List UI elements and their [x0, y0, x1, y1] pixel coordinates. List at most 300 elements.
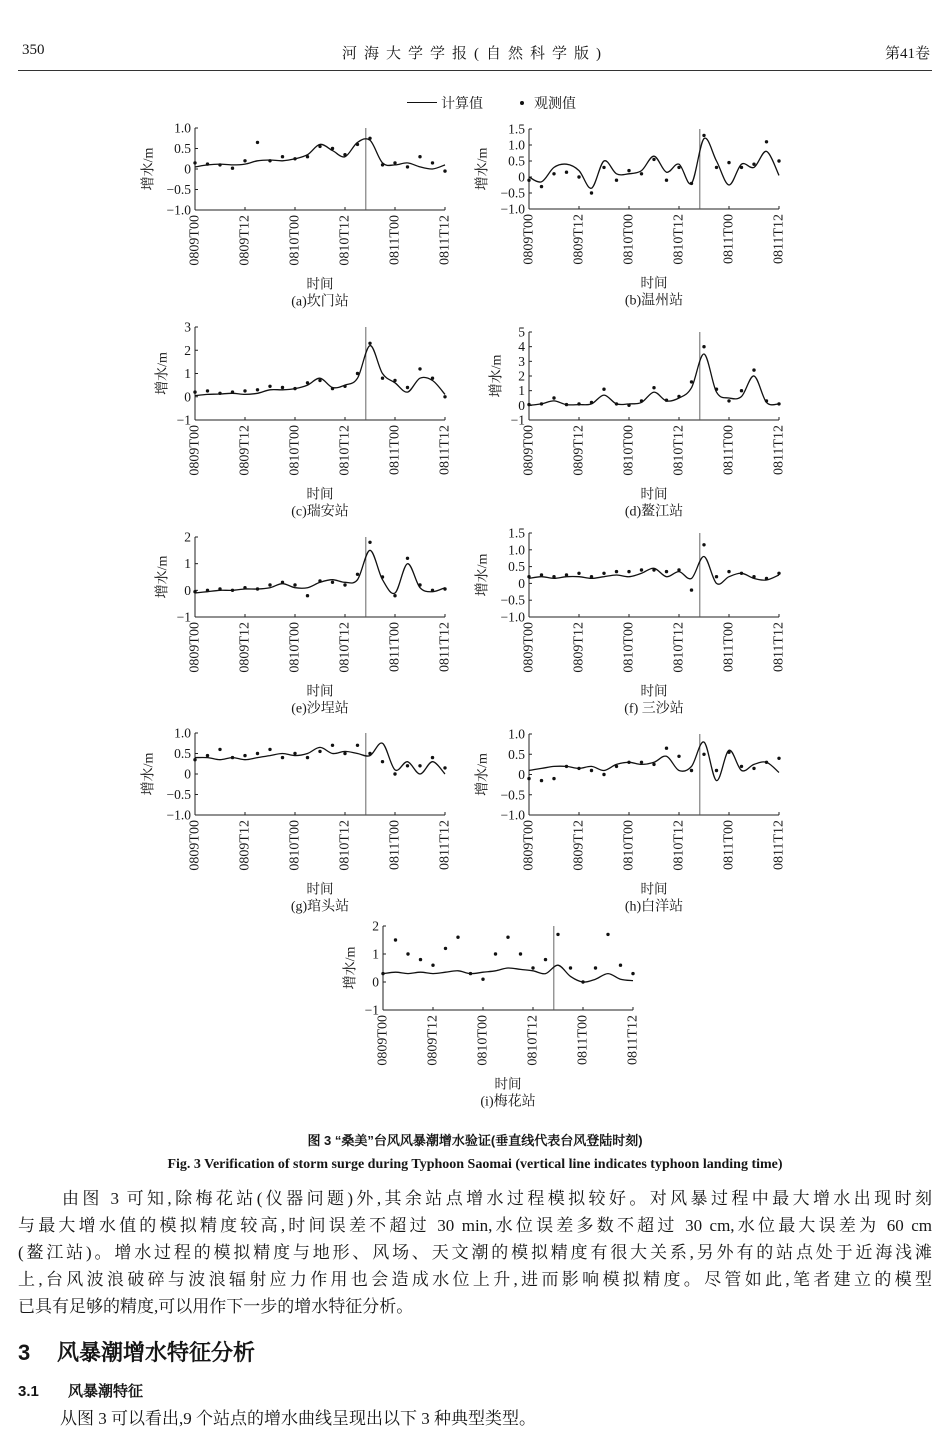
y-tick-label: 2: [184, 529, 191, 545]
x-tick-label: 0809T12: [237, 215, 253, 266]
observed-point: [393, 161, 396, 164]
legend-dot-swatch: [520, 101, 524, 105]
observed-point: [418, 367, 421, 370]
y-axis-label: 增水/m: [475, 147, 491, 191]
observed-point: [243, 389, 246, 392]
x-tick-label: 0809T00: [187, 820, 203, 871]
observed-point: [444, 947, 447, 950]
observed-point: [540, 185, 543, 188]
y-tick-label: 0.5: [508, 559, 525, 575]
observed-point: [368, 342, 371, 345]
chart-a: [135, 120, 455, 315]
y-tick-label: −0.5: [166, 182, 191, 197]
y-axis-label: 增水/m: [489, 354, 505, 398]
observed-point: [765, 140, 768, 143]
x-tick-label: 0810T12: [671, 622, 687, 673]
observed-point: [293, 752, 296, 755]
x-tick-label: 0810T00: [287, 622, 303, 673]
y-tick-label: 0.5: [174, 141, 191, 156]
x-tick-label: 0810T00: [621, 622, 637, 673]
y-tick-label: 4: [518, 339, 525, 355]
y-tick-label: 1.5: [508, 525, 525, 541]
x-tick-label: 0809T00: [187, 622, 203, 673]
chart-subtitle: (a)坎门站: [291, 294, 349, 310]
observed-point: [727, 399, 730, 402]
observed-point: [552, 777, 555, 780]
observed-point: [752, 575, 755, 578]
x-tick-label: 0811T00: [387, 820, 403, 871]
y-axis-label: 增水/m: [475, 753, 491, 796]
chart-subtitle: (f) 三沙站: [624, 701, 684, 717]
x-tick-label: 0811T12: [437, 820, 453, 871]
y-tick-label: 3: [184, 319, 191, 335]
observed-point: [640, 172, 643, 175]
observed-point: [393, 772, 396, 775]
observed-point: [777, 757, 780, 760]
y-tick-label: 0: [518, 575, 525, 591]
observed-point: [393, 594, 396, 597]
observed-point: [702, 134, 705, 137]
y-tick-label: 2: [184, 342, 191, 358]
observed-point: [318, 145, 321, 148]
x-tick-label: 0809T12: [237, 425, 253, 476]
observed-point: [281, 386, 284, 389]
x-tick-label: 0811T12: [771, 214, 787, 265]
observed-point: [418, 155, 421, 158]
observed-point: [381, 760, 384, 763]
observed-point: [218, 587, 221, 590]
observed-point: [577, 767, 580, 770]
paragraph-line: 与最大增水值的模拟精度较高,时间误差不超过 30 min,水位误差多数不超过 30 cm,水位最大误差为 60 cm: [18, 1216, 932, 1235]
observed-point: [394, 938, 397, 941]
observed-point: [552, 172, 555, 175]
x-axis-label: 时间: [640, 683, 668, 699]
observed-point: [556, 933, 559, 936]
observed-point: [640, 568, 643, 571]
observed-point: [256, 587, 259, 590]
volume-label: 第41卷: [884, 46, 930, 62]
observed-point: [206, 389, 209, 392]
observed-point: [193, 758, 196, 761]
observed-point: [752, 368, 755, 371]
paragraph-line: 已具有足够的精度,可以用作下一步的增水特征分析。: [18, 1297, 414, 1316]
calculated-line: [529, 138, 779, 188]
x-tick-label: 0809T12: [571, 214, 587, 265]
x-tick-label: 0809T12: [237, 820, 253, 871]
x-tick-label: 0809T00: [187, 425, 203, 476]
observed-point: [569, 966, 572, 969]
observed-point: [777, 159, 780, 162]
observed-point: [356, 372, 359, 375]
x-tick-label: 0811T00: [721, 214, 737, 265]
observed-point: [381, 377, 384, 380]
x-tick-label: 0809T00: [521, 214, 537, 265]
observed-point: [268, 583, 271, 586]
observed-point: [665, 399, 668, 402]
y-tick-label: 1: [372, 946, 379, 962]
observed-point: [677, 568, 680, 571]
observed-point: [727, 161, 730, 164]
x-tick-label: 0810T12: [337, 215, 353, 266]
observed-point: [652, 763, 655, 766]
observed-point: [193, 390, 196, 393]
observed-point: [702, 753, 705, 756]
x-tick-label: 0809T12: [237, 622, 253, 673]
x-tick-label: 0809T00: [187, 215, 203, 266]
paragraph-line: 上,台风波浪破碎与波浪辐射应力作用也会造成水位上升,进而影响模拟精度。尽管如此,笔者建立的模型: [18, 1270, 932, 1289]
y-tick-label: 0.5: [174, 746, 191, 761]
observed-point: [565, 765, 568, 768]
y-tick-label: 0: [518, 397, 525, 413]
x-tick-label: 0810T00: [287, 215, 303, 266]
observed-point: [690, 182, 693, 185]
subsection-text: 从图 3 可以看出,9 个站点的增水曲线呈现出以下 3 种典型类型。: [60, 1409, 536, 1428]
y-tick-label: −1: [364, 1002, 379, 1018]
observed-point: [765, 399, 768, 402]
y-tick-label: 1: [184, 556, 191, 572]
x-tick-label: 0809T12: [571, 622, 587, 673]
observed-point: [740, 572, 743, 575]
observed-point: [590, 575, 593, 578]
x-tick-label: 0809T12: [571, 820, 587, 871]
x-tick-label: 0809T12: [425, 1015, 441, 1066]
y-tick-label: 1.0: [508, 137, 525, 153]
observed-point: [702, 543, 705, 546]
observed-point: [318, 579, 321, 582]
x-tick-label: 0811T12: [771, 820, 787, 871]
x-tick-label: 0810T00: [287, 425, 303, 476]
y-tick-label: 1.0: [174, 120, 191, 136]
x-tick-label: 0810T12: [525, 1015, 541, 1066]
observed-point: [431, 377, 434, 380]
subsection-number: 3.1: [18, 1383, 39, 1400]
y-tick-label: 5: [518, 324, 525, 340]
y-tick-label: −1.0: [500, 201, 525, 217]
observed-point: [677, 166, 680, 169]
y-tick-label: 1: [184, 366, 191, 381]
observed-point: [293, 387, 296, 390]
observed-point: [665, 747, 668, 750]
observed-point: [256, 388, 259, 391]
observed-point: [519, 952, 522, 955]
observed-point: [677, 395, 680, 398]
observed-point: [615, 179, 618, 182]
x-tick-label: 0810T00: [287, 820, 303, 871]
observed-point: [765, 761, 768, 764]
observed-point: [715, 575, 718, 578]
chart-i: [323, 918, 643, 1115]
observed-point: [381, 163, 384, 166]
x-tick-label: 0809T00: [521, 820, 537, 871]
x-tick-label: 0810T12: [337, 820, 353, 871]
observed-point: [431, 161, 434, 164]
y-tick-label: −0.5: [500, 592, 525, 608]
observed-point: [652, 386, 655, 389]
observed-point: [527, 777, 530, 780]
subsection-title: 风暴潮特征: [68, 1383, 144, 1400]
x-axis-label: 时间: [494, 1076, 522, 1092]
y-tick-label: 1: [518, 383, 525, 399]
observed-point: [590, 401, 593, 404]
observed-point: [206, 754, 209, 757]
observed-point: [715, 769, 718, 772]
observed-point: [318, 379, 321, 382]
observed-point: [506, 936, 509, 939]
observed-point: [268, 748, 271, 751]
observed-point: [627, 761, 630, 764]
observed-point: [431, 756, 434, 759]
x-tick-label: 0810T00: [621, 425, 637, 476]
observed-point: [381, 575, 384, 578]
observed-point: [531, 966, 534, 969]
y-tick-label: −1.0: [166, 807, 191, 823]
calculated-line: [529, 354, 779, 405]
y-axis-label: 增水/m: [155, 555, 171, 599]
observed-point: [281, 155, 284, 158]
observed-point: [418, 764, 421, 767]
x-tick-label: 0810T12: [671, 820, 687, 871]
observed-point: [356, 744, 359, 747]
y-axis-label: 增水/m: [141, 752, 157, 796]
observed-point: [777, 572, 780, 575]
observed-point: [527, 403, 530, 406]
y-tick-label: 0: [518, 767, 525, 782]
observed-point: [231, 390, 234, 393]
y-tick-label: 1.5: [508, 121, 525, 137]
observed-point: [356, 573, 359, 576]
observed-point: [406, 165, 409, 168]
y-tick-label: −1.0: [500, 807, 525, 823]
observed-point: [418, 583, 421, 586]
observed-point: [281, 756, 284, 759]
observed-point: [740, 765, 743, 768]
y-tick-label: 0: [372, 974, 379, 990]
observed-point: [527, 179, 530, 182]
paragraph-line: (鳌江站)。增水过程的模拟精度与地形、风场、天文潮的模拟精度有很大关系,另外有的站点处于近海浅滩: [18, 1243, 932, 1262]
y-tick-label: 1.0: [174, 725, 191, 741]
observed-point: [727, 570, 730, 573]
observed-point: [206, 589, 209, 592]
observed-point: [665, 570, 668, 573]
chart-f: [469, 525, 789, 722]
observed-point: [677, 755, 680, 758]
observed-point: [565, 171, 568, 174]
observed-point: [431, 964, 434, 967]
observed-point: [231, 167, 234, 170]
y-tick-label: −0.5: [500, 787, 525, 803]
x-axis-label: 时间: [306, 276, 334, 292]
observed-point: [231, 756, 234, 759]
calculated-line: [529, 742, 779, 781]
x-tick-label: 0810T12: [671, 425, 687, 476]
observed-point: [581, 980, 584, 983]
observed-point: [544, 958, 547, 961]
observed-point: [702, 345, 705, 348]
legend-line-swatch: [407, 102, 437, 103]
observed-point: [381, 972, 384, 975]
observed-point: [752, 163, 755, 166]
observed-point: [590, 769, 593, 772]
observed-point: [193, 161, 196, 164]
chart-subtitle: (c)瑞安站: [291, 504, 349, 520]
x-tick-label: 0811T00: [721, 820, 737, 871]
x-tick-label: 0809T00: [521, 622, 537, 673]
y-tick-label: 1.0: [508, 726, 525, 742]
header-rule: [18, 70, 932, 71]
observed-point: [619, 964, 622, 967]
y-tick-label: 2: [372, 918, 379, 934]
observed-point: [565, 573, 568, 576]
chart-e: [135, 529, 455, 722]
observed-point: [268, 385, 271, 388]
observed-point: [431, 589, 434, 592]
chart-subtitle: (h)白洋站: [624, 899, 684, 915]
y-tick-label: 3: [518, 353, 525, 369]
y-tick-label: 0: [184, 161, 191, 177]
observed-point: [627, 570, 630, 573]
chart-subtitle: (i)梅花站: [480, 1094, 536, 1110]
observed-point: [356, 143, 359, 146]
figure-caption-english: Fig. 3 Verification of storm surge during Typhoon Saomai (vertical line indicates typhoon landing time): [167, 1157, 783, 1172]
y-tick-label: −1.0: [166, 202, 191, 218]
observed-point: [218, 163, 221, 166]
observed-point: [193, 590, 196, 593]
x-axis-label: 时间: [640, 881, 668, 897]
observed-point: [640, 399, 643, 402]
x-tick-label: 0810T12: [337, 622, 353, 673]
observed-point: [443, 587, 446, 590]
observed-point: [368, 752, 371, 755]
observed-point: [393, 379, 396, 382]
observed-point: [443, 169, 446, 172]
x-tick-label: 0811T00: [575, 1015, 591, 1066]
x-tick-label: 0810T00: [475, 1015, 491, 1066]
subsection-heading: [18, 1380, 143, 1401]
legend-label-calculated: 计算值: [441, 97, 483, 112]
chart-d: [469, 324, 789, 525]
y-tick-label: 0: [184, 582, 191, 598]
observed-point: [318, 750, 321, 753]
y-axis-label: 增水/m: [475, 553, 491, 597]
y-tick-label: −1: [510, 412, 525, 428]
observed-point: [343, 385, 346, 388]
observed-point: [777, 402, 780, 405]
x-tick-label: 0809T00: [375, 1015, 391, 1066]
chart-subtitle: (e)沙埕站: [291, 701, 349, 717]
observed-point: [306, 756, 309, 759]
x-tick-label: 0811T12: [437, 215, 453, 266]
observed-point: [552, 396, 555, 399]
y-tick-label: 1.0: [508, 542, 525, 558]
x-tick-label: 0811T00: [721, 622, 737, 673]
observed-point: [343, 752, 346, 755]
legend-label-observed: 观测值: [534, 97, 576, 112]
observed-point: [727, 751, 730, 754]
observed-point: [602, 166, 605, 169]
y-axis-label: 增水/m: [141, 147, 157, 191]
observed-point: [281, 581, 284, 584]
x-axis-label: 时间: [306, 486, 334, 502]
observed-point: [715, 166, 718, 169]
paragraph-line: 由图 3 可知,除梅花站(仪器问题)外,其余站点增水过程模拟较好。对风暴过程中最大增水出现时刻: [62, 1189, 932, 1208]
calculated-line: [195, 139, 445, 169]
observed-point: [331, 744, 334, 747]
observed-point: [331, 387, 334, 390]
x-axis-label: 时间: [306, 683, 334, 699]
y-tick-label: 0.5: [508, 746, 525, 762]
x-tick-label: 0811T00: [387, 622, 403, 673]
observed-point: [540, 402, 543, 405]
observed-point: [627, 169, 630, 172]
observed-point: [331, 581, 334, 584]
observed-point: [615, 570, 618, 573]
x-tick-label: 0810T00: [621, 820, 637, 871]
observed-point: [443, 766, 446, 769]
observed-point: [606, 933, 609, 936]
x-tick-label: 0811T12: [625, 1015, 641, 1066]
observed-point: [406, 952, 409, 955]
observed-point: [615, 402, 618, 405]
y-tick-label: 0.5: [508, 153, 525, 169]
observed-point: [652, 568, 655, 571]
y-axis-label: 增水/m: [343, 946, 359, 990]
observed-point: [665, 179, 668, 182]
chart-b: [469, 121, 789, 314]
journal-title: 河海大学学报(自然科学版): [342, 46, 608, 62]
chart-subtitle: (g)琯头站: [290, 899, 350, 915]
x-axis-label: 时间: [640, 275, 668, 291]
observed-point: [419, 958, 422, 961]
observed-point: [306, 594, 309, 597]
y-tick-label: −1: [176, 412, 191, 428]
x-tick-label: 0810T12: [671, 214, 687, 265]
observed-point: [456, 936, 459, 939]
chart-subtitle: (d)鳌江站: [624, 504, 684, 520]
observed-point: [577, 572, 580, 575]
observed-point: [640, 761, 643, 764]
observed-point: [577, 175, 580, 178]
x-tick-label: 0811T00: [387, 425, 403, 476]
observed-point: [331, 147, 334, 150]
x-tick-label: 0810T00: [621, 214, 637, 265]
x-tick-label: 0811T12: [771, 622, 787, 673]
observed-point: [443, 395, 446, 398]
section-title: 风暴潮增水特征分析: [57, 1340, 256, 1365]
observed-point: [293, 157, 296, 160]
observed-point: [256, 752, 259, 755]
x-axis-label: 时间: [306, 881, 334, 897]
section-heading: [18, 1336, 255, 1367]
y-tick-label: −1.0: [500, 609, 525, 625]
x-tick-label: 0809T00: [521, 425, 537, 476]
observed-point: [306, 155, 309, 158]
observed-point: [577, 402, 580, 405]
observed-point: [540, 779, 543, 782]
observed-point: [306, 381, 309, 384]
observed-point: [740, 166, 743, 169]
x-tick-label: 0811T12: [437, 622, 453, 673]
body-paragraph: [18, 1185, 932, 1320]
x-tick-label: 0811T00: [721, 425, 737, 476]
observed-point: [631, 972, 634, 975]
observed-point: [406, 764, 409, 767]
y-tick-label: 0: [184, 389, 191, 405]
x-tick-label: 0809T12: [571, 425, 587, 476]
observed-point: [368, 541, 371, 544]
observed-point: [243, 754, 246, 757]
figure-caption-chinese: 图 3 “桑美”台风风暴潮增水验证(垂直线代表台风登陆时刻): [307, 1133, 643, 1148]
y-axis-label: 增水/m: [155, 352, 171, 395]
